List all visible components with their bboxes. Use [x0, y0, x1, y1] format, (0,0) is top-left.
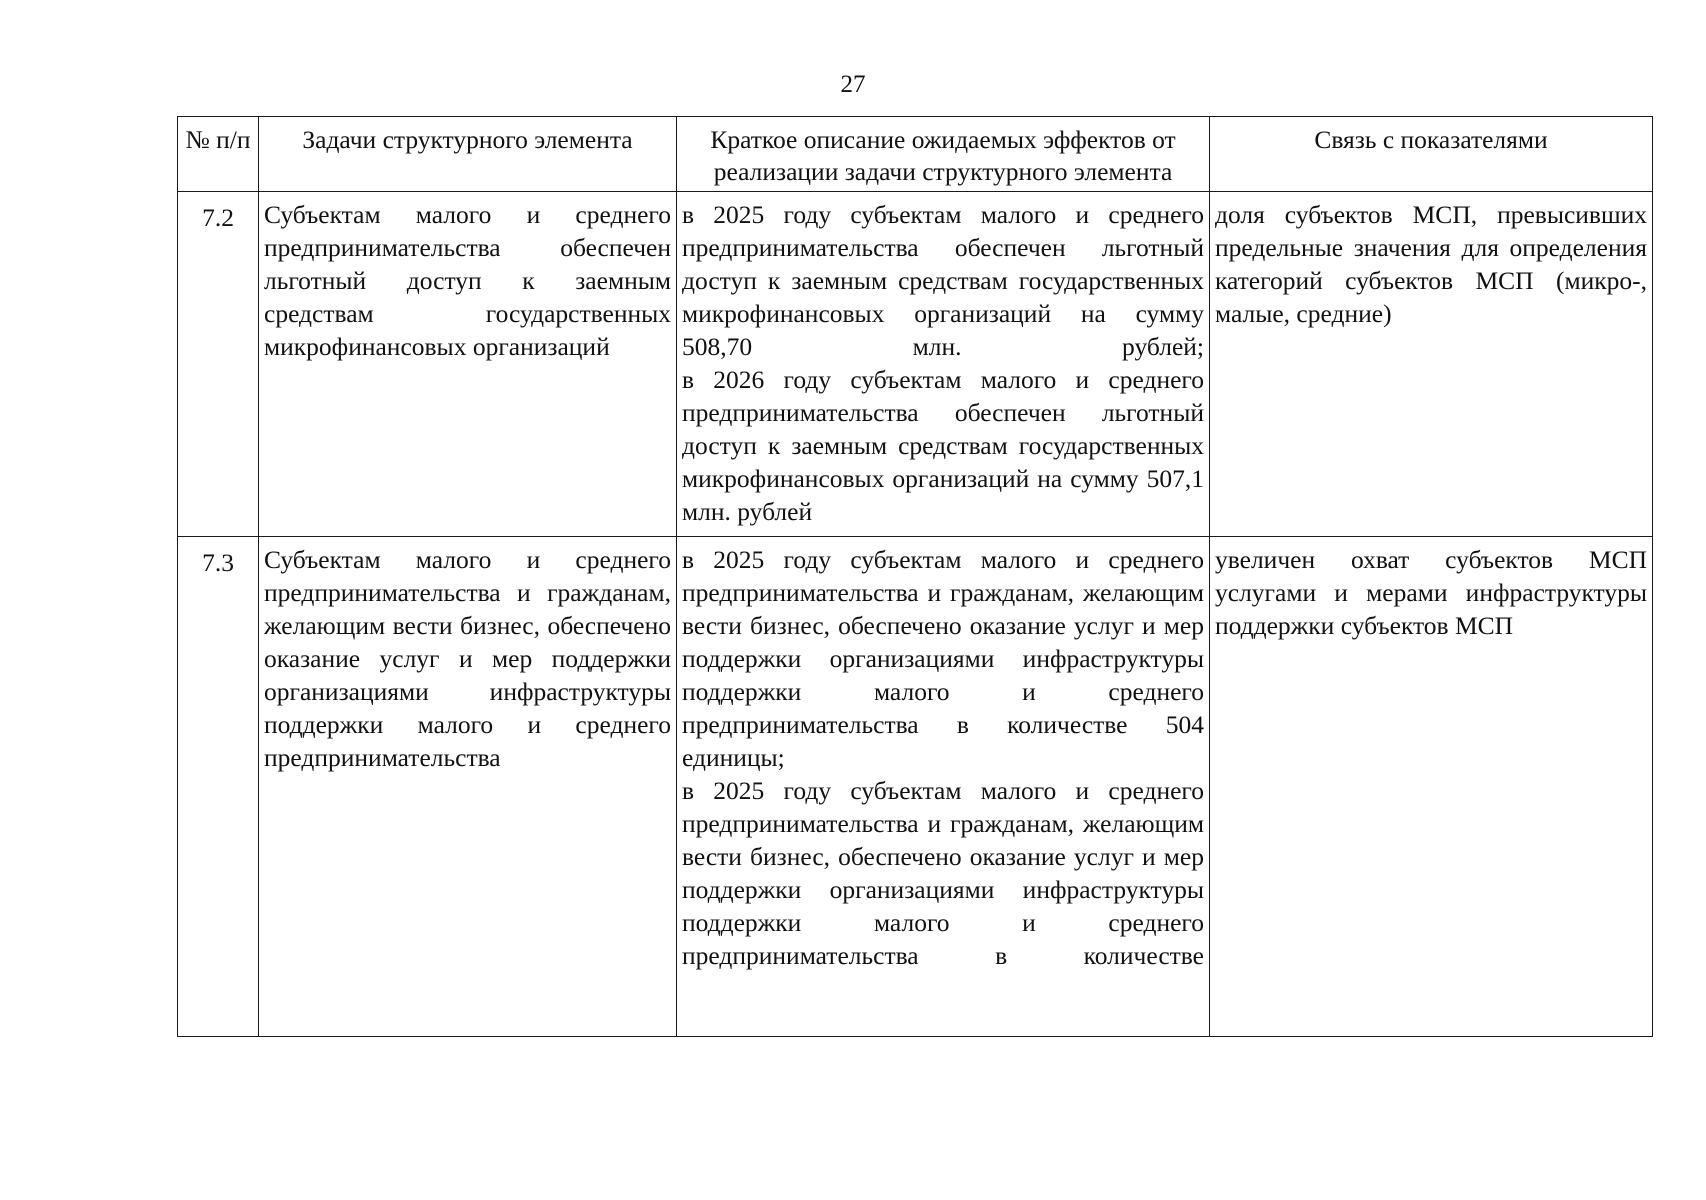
header-row [178, 117, 1653, 192]
effect-paragraph: в 2025 году субъектам малого и среднего предпринимательства и гражданам, желающим вести бизнес, обеспечено оказание услуг и мер поддержки организациями инфраструктуры поддержки малого и среднего предпринимательства в количестве 504 единицы; [682, 545, 1204, 772]
row-number: 7.3 [178, 537, 259, 1037]
row-indicators [1210, 192, 1653, 537]
table-header [178, 117, 1653, 192]
header-indicators: Связь с показателями [1210, 117, 1653, 192]
row-effects [677, 192, 1210, 537]
row-number: 7.2 [178, 192, 259, 537]
task-text: Субъектам малого и среднего предпринимательства и гражданам, желающим вести бизнес, обеспечено оказание услуг и мер поддержки организациями инфраструктуры поддержки малого и среднего предпринимательства [264, 545, 671, 772]
structural-element-table [177, 116, 1653, 1037]
page-number: 27 [840, 71, 866, 98]
indicator-text: доля субъектов МСП, превысивших предельные значения для определения категорий субъектов МСП (микро-, малые, средние) [1215, 200, 1647, 328]
task-text: Субъектам малого и среднего предпринимательства обеспечен льготный доступ к заемным средствам государственных микрофинансовых организаций [264, 200, 671, 361]
table-row [178, 192, 1653, 537]
table-row [178, 537, 1653, 1037]
effect-paragraph: в 2025 году субъектам малого и среднего предпринимательства и гражданам, желающим вести бизнес, обеспечено оказание услуг и мер поддержки организациями инфраструктуры поддержки малого и среднего предпринимательства в количестве [682, 776, 1204, 970]
row-task [259, 537, 677, 1037]
header-number: № п/п [178, 117, 259, 192]
indicator-text: увеличен охват субъектов МСП услугами и мерами инфраструктуры поддержки субъектов МСП [1215, 545, 1647, 640]
row-indicators [1210, 537, 1653, 1037]
effect-paragraph: в 2026 году субъектам малого и среднего предпринимательства обеспечен льготный доступ к заемным средствам государственных микрофинансовых организаций на сумму 507,1 млн. рублей [682, 365, 1204, 526]
row-task [259, 192, 677, 537]
header-effects: Краткое описание ожидаемых эффектов от реализации задачи структурного элемента [677, 117, 1210, 192]
effect-paragraph: в 2025 году субъектам малого и среднего предпринимательства обеспечен льготный доступ к заемным средствам государственных микрофинансовых организаций на сумму 508,70 млн. рублей; [682, 200, 1204, 361]
header-tasks: Задачи структурного элемента [259, 117, 677, 192]
row-effects [677, 537, 1210, 1037]
table-body [178, 192, 1653, 1037]
